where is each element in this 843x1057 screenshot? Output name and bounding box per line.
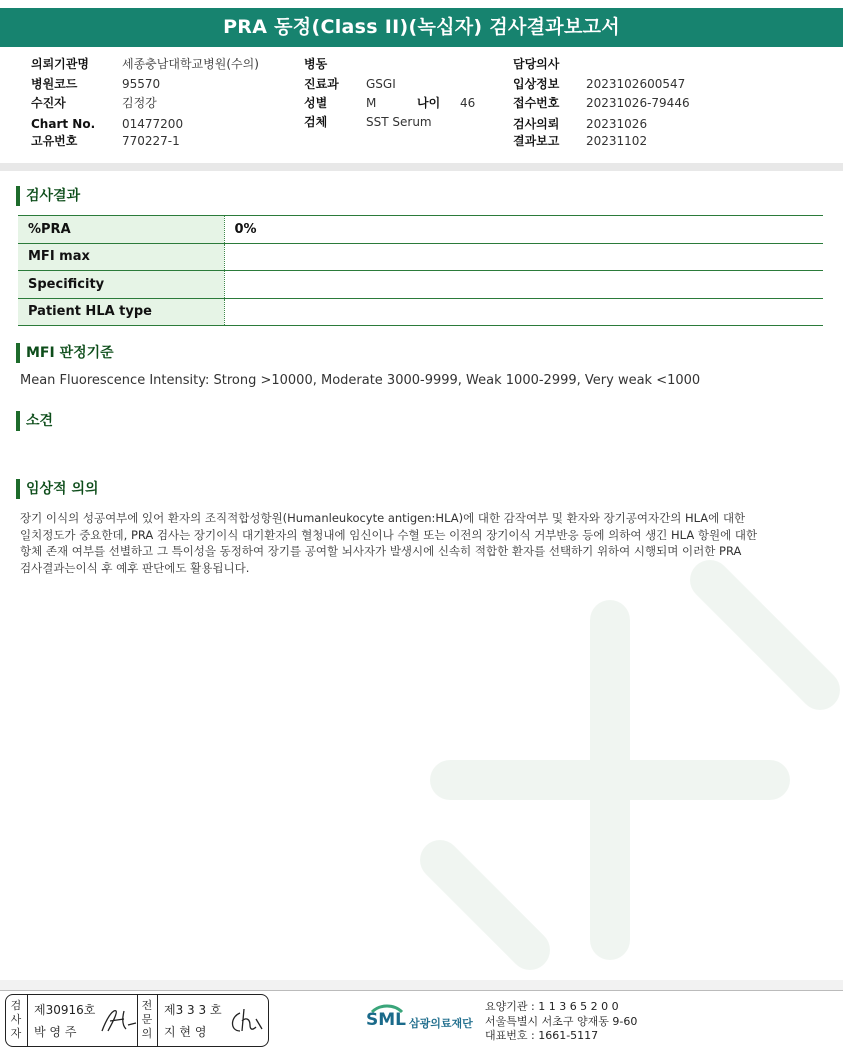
label-age: 나이 xyxy=(417,96,441,110)
value-receipt-no: 20231026-79446 xyxy=(586,96,690,110)
sig-divider xyxy=(27,995,28,1046)
label-specimen: 검체 xyxy=(304,115,328,129)
org-name: 삼광의료재단 xyxy=(409,1017,473,1030)
org-info xyxy=(485,1000,637,1044)
examiner-license: 제30916호 xyxy=(34,1003,96,1017)
sig-divider xyxy=(137,995,138,1046)
clinical-text xyxy=(20,510,810,576)
result-label: MFI max xyxy=(18,243,224,271)
result-label: %PRA xyxy=(18,216,224,244)
watermark-cross-icon xyxy=(380,560,843,980)
value-department: GSGI xyxy=(366,77,396,91)
examiner-name: 박 영 주 xyxy=(34,1025,77,1039)
specialist-label: 전문의 xyxy=(141,999,153,1040)
header-divider xyxy=(0,163,843,171)
label-hospital-code: 병원코드 xyxy=(31,77,78,91)
section-results-heading: 검사결과 xyxy=(16,185,80,207)
results-table xyxy=(18,215,823,326)
label-chart-no: Chart No. xyxy=(31,117,96,131)
report-title: PRA 동정(Class II)(녹십자) 검사결과보고서 xyxy=(0,8,843,47)
patient-info xyxy=(0,0,843,160)
result-value xyxy=(224,298,823,326)
clinical-line: 항체 존재 여부를 선별하고 그 특이성을 동정하여 장기를 공여할 뇌사자가 발생시에 신속히 적합한 환자를 선택하기 위하여 시행되며 이러한 PRA xyxy=(20,544,742,558)
clinical-line: 검사결과는이식 후 예후 판단에도 활용됩니다. xyxy=(20,560,250,575)
section-opinion-heading: 소견 xyxy=(16,410,53,432)
label-request-date: 검사의뢰 xyxy=(513,117,560,131)
examiner-label: 검사자 xyxy=(10,999,22,1040)
result-value xyxy=(224,243,823,271)
value-chart-no: 01477200 xyxy=(122,117,184,131)
result-value xyxy=(224,271,823,299)
table-row xyxy=(18,298,823,326)
label-clinical-info: 입상정보 xyxy=(513,77,560,91)
value-sex: M xyxy=(366,96,377,110)
label-sex: 성별 xyxy=(304,96,328,110)
clinical-line: 일치정도가 중요한데, PRA 검사는 장기이식 대기환자의 혈청내에 임신이나 수혈 또는 이전의 장기이식 거부반응 등에 의하여 생긴 HLA 항원에 대한 xyxy=(20,527,758,542)
footer-band xyxy=(0,980,843,990)
value-clinical-info: 2023102600547 xyxy=(586,77,686,91)
table-row xyxy=(18,271,823,299)
org-line: 대표번호 : 1661-5117 xyxy=(485,1029,599,1042)
org-line: 서울특별시 서초구 양재동 9-60 xyxy=(485,1014,638,1028)
value-specimen: SST Serum xyxy=(366,115,432,129)
section-clinical-heading: 임상적 의의 xyxy=(16,478,99,500)
label-ward: 병동 xyxy=(304,57,328,71)
table-row xyxy=(18,243,823,271)
examiner-signature-icon xyxy=(98,1005,138,1037)
logo-text: SML xyxy=(366,1010,406,1030)
clinical-line: 장기 이식의 성공여부에 있어 환자의 조직적합성항원(Humanleukocyte antigen:HLA)에 대한 감작여부 및 환자와 장기공여자간의 HLA에 대한 xyxy=(20,511,746,525)
value-age: 46 xyxy=(460,96,476,110)
value-request-date: 20231026 xyxy=(586,117,648,131)
signature-box xyxy=(5,994,269,1047)
footer-divider xyxy=(0,990,843,991)
result-label: Patient HLA type xyxy=(18,298,224,326)
value-report-date: 20231102 xyxy=(586,134,648,148)
mfi-criteria-text: Mean Fluorescence Intensity: Strong >10000, Moderate 3000-9999, Weak 1000-2999, Very weak <1000 xyxy=(20,373,701,388)
specialist-license: 제3 3 3 호 xyxy=(164,1003,222,1017)
value-unique-no: 770227-1 xyxy=(122,134,180,148)
label-unique-no: 고유번호 xyxy=(31,134,78,148)
label-department: 진료과 xyxy=(304,77,339,91)
org-line: 요양기관 : 1 1 3 6 5 2 0 0 xyxy=(485,1000,619,1013)
label-patient: 수진자 xyxy=(31,96,66,110)
result-label: Specificity xyxy=(18,271,224,299)
value-patient: 김정강 xyxy=(122,96,157,110)
result-value: 0% xyxy=(224,216,823,244)
value-hospital-code: 95570 xyxy=(122,77,161,91)
label-receipt-no: 접수번호 xyxy=(513,96,560,110)
specialist-signature-icon xyxy=(226,1005,266,1037)
table-row xyxy=(18,216,823,244)
label-institution: 의뢰기관명 xyxy=(31,57,89,71)
specialist-name: 지 현 영 xyxy=(164,1025,207,1039)
sig-divider xyxy=(157,995,158,1046)
section-mfi-heading: MFI 판정기준 xyxy=(16,342,114,364)
value-institution: 세종충남대학교병원(수의) xyxy=(122,57,259,71)
label-doctor: 담당의사 xyxy=(513,57,560,71)
label-report-date: 결과보고 xyxy=(513,134,560,148)
